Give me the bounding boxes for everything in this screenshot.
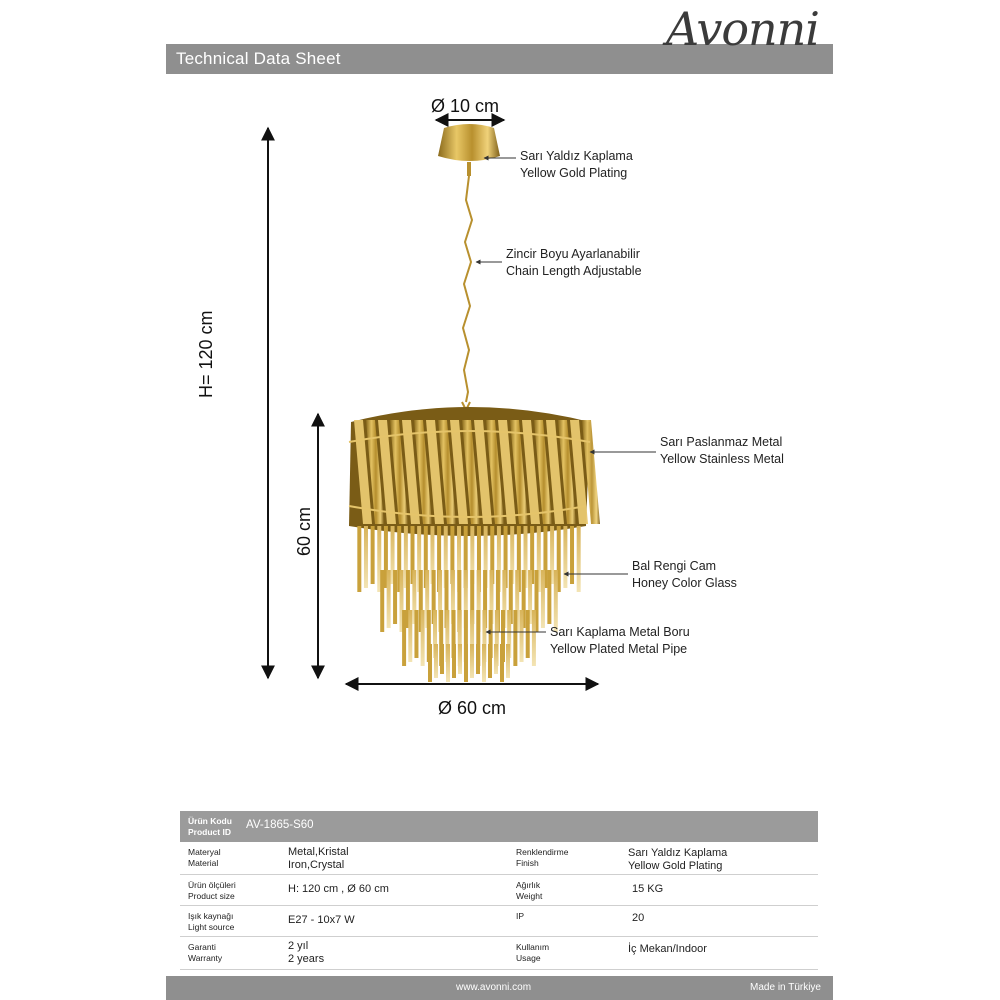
glass-rod	[464, 644, 468, 682]
glass-rod	[434, 644, 438, 678]
top-diameter-label: Ø 10 cm	[431, 96, 500, 116]
callout-chain-en: Chain Length Adjustable	[506, 264, 642, 278]
glass-rod	[526, 610, 530, 658]
glass-rod	[488, 644, 492, 678]
warranty-label	[180, 937, 288, 969]
light-source-label-tr: Işık kaynağı	[188, 911, 234, 921]
usage-label-tr: Kullanım	[516, 942, 550, 952]
glass-rod	[563, 526, 567, 588]
callout-chain	[506, 246, 642, 280]
weight-label	[508, 875, 628, 905]
callout-pipe-tr: Sarı Kaplama Metal Boru	[550, 625, 690, 639]
size-value: H: 120 cm , Ø 60 cm	[288, 883, 389, 895]
ip-value: 20	[632, 912, 645, 924]
product-id-label-en: Product ID	[188, 827, 231, 837]
weight-label-tr: Ağırlık	[516, 880, 541, 890]
callout-glass-tr: Bal Rengi Cam	[632, 559, 717, 573]
table-row	[180, 842, 818, 875]
size-label-en: Product size	[188, 891, 235, 901]
header	[166, 0, 833, 74]
glass-rod	[494, 644, 498, 674]
weight-label-en: Weight	[516, 891, 543, 901]
weight-value: 15 KG	[632, 883, 664, 895]
spec-table	[180, 811, 818, 970]
material-label	[180, 842, 288, 874]
light-source-value: E27 - 10x7 W	[288, 914, 355, 926]
glass-rod	[500, 644, 504, 682]
brand-logo: Avonni	[666, 2, 820, 56]
product-id-label	[180, 811, 246, 842]
material-label-tr: Materyal	[188, 847, 221, 857]
callout-canopy-tr: Sarı Yaldız Kaplama	[520, 149, 633, 163]
chandelier-drawing	[166, 80, 833, 740]
glass-tiers	[357, 526, 580, 682]
glass-rod	[513, 610, 517, 666]
usage-value: İç Mekan/Indoor	[628, 943, 707, 955]
glass-rod	[364, 526, 368, 588]
glass-rod	[402, 610, 406, 666]
glass-rod	[570, 526, 574, 584]
light-source-label	[180, 906, 288, 936]
footer	[166, 976, 833, 1000]
callout-shade-en: Yellow Stainless Metal	[660, 452, 784, 466]
metal-shade	[349, 407, 600, 536]
product-id-row	[180, 811, 818, 842]
size-label-tr: Ürün ölçüleri	[188, 880, 236, 890]
table-row	[180, 875, 818, 906]
callout-glass-en: Honey Color Glass	[632, 576, 737, 590]
total-height-label: H= 120 cm	[196, 310, 216, 398]
chain	[462, 176, 472, 410]
canopy	[438, 124, 500, 176]
finish-label	[508, 842, 628, 874]
warranty-value-1: 2 yıl	[288, 940, 309, 952]
glass-rod	[554, 570, 558, 632]
glass-rod	[414, 610, 418, 658]
ip-label: IP	[516, 911, 525, 921]
glass-rod	[458, 644, 462, 674]
glass-rod	[470, 644, 474, 678]
glass-rod	[446, 644, 450, 682]
table-row	[180, 906, 818, 937]
callout-shade	[660, 434, 784, 468]
product-id-value: AV-1865-S60	[246, 819, 314, 831]
callout-pipe-en: Yellow Plated Metal Pipe	[550, 642, 688, 656]
page-title: Technical Data Sheet	[176, 49, 341, 68]
glass-rod	[452, 644, 456, 678]
footer-origin: Made in Türkiye	[750, 982, 821, 993]
callout-shade-tr: Sarı Paslanmaz Metal	[660, 435, 783, 449]
callout-pipe	[550, 624, 690, 658]
warranty-value	[288, 937, 508, 969]
callout-chain-tr: Zincir Boyu Ayarlanabilir	[506, 247, 640, 261]
warranty-label-en: Warranty	[188, 953, 223, 963]
data-sheet	[166, 0, 833, 1000]
size-label	[180, 875, 288, 905]
glass-rod	[357, 526, 361, 592]
material-label-en: Material	[188, 858, 219, 868]
glass-rod	[577, 526, 581, 592]
glass-rod	[520, 610, 524, 662]
glass-rod	[482, 644, 486, 682]
glass-rod	[421, 610, 425, 666]
glass-rod	[408, 610, 412, 662]
finish-label-tr: Renklendirme	[516, 847, 569, 857]
product-id-label-tr: Ürün Kodu	[188, 816, 232, 826]
finish-value-2: Yellow Gold Plating	[628, 860, 723, 872]
callout-canopy	[520, 148, 633, 182]
light-source-label-en: Light source	[188, 922, 235, 932]
glass-rod	[428, 644, 432, 682]
glass-rod	[541, 570, 545, 628]
glass-rod	[440, 644, 444, 674]
body-height-label: 60 cm	[294, 506, 314, 556]
warranty-label-tr: Garanti	[188, 942, 216, 952]
glass-rod	[532, 610, 536, 666]
glass-rod	[506, 644, 510, 678]
material-value	[288, 842, 508, 874]
material-value-2: Iron,Crystal	[288, 859, 345, 871]
finish-value	[628, 842, 727, 874]
usage-label-en: Usage	[516, 953, 541, 963]
glass-rod	[476, 644, 480, 674]
glass-rod	[380, 570, 384, 632]
material-value-1: Metal,Kristal	[288, 846, 349, 858]
body-diameter-label: Ø 60 cm	[438, 698, 507, 718]
callout-canopy-en: Yellow Gold Plating	[520, 166, 628, 180]
finish-label-en: Finish	[516, 858, 539, 868]
footer-website[interactable]: www.avonni.com	[456, 982, 532, 993]
usage-label	[508, 937, 628, 969]
table-row	[180, 937, 818, 970]
finish-value-1: Sarı Yaldız Kaplama	[628, 847, 728, 859]
glass-rod	[387, 570, 391, 628]
warranty-value-2: 2 years	[288, 953, 325, 965]
glass-rod	[547, 570, 551, 624]
callout-glass	[632, 558, 737, 592]
glass-rod	[393, 570, 397, 624]
glass-rod	[371, 526, 375, 584]
